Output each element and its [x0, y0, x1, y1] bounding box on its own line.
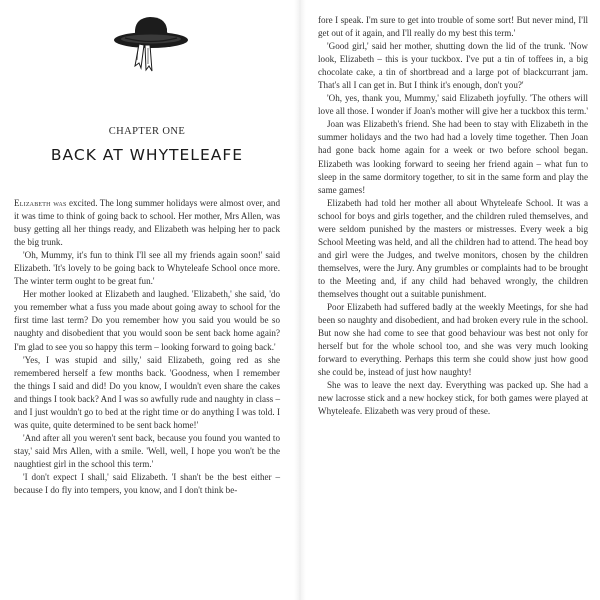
- chapter-title: BACK AT WHYTELEAFE: [50, 146, 244, 164]
- chapter-label: CHAPTER ONE: [108, 126, 186, 137]
- paragraph: She was to leave the next day. Everything was packed up. She had a new lacrosse stick and a new hockey stick, for both games were played at Whyteleafe. Elizabeth was very proud of these.: [318, 380, 588, 417]
- right-page: [306, 0, 600, 600]
- paragraph: Her mother looked at Elizabeth and laughed. 'Elizabeth,' she said, 'do you remember what a fuss you made about going away to school for the first time last term? Do you remember how you said you would be so naughty and disobedient that you would soon be sent back home again? I'm glad to see you so happy this term – looking forward to going back.': [14, 289, 280, 352]
- paragraph: 'And after all you weren't sent back, because you found you wanted to stay,' said Mrs Allen, with a smile. 'Well, well, I hope you won't be the naughtiest girl in the school this term.': [14, 432, 280, 469]
- continued-paragraph: fore I speak. I'm sure to get into trouble of some sort! But never mind, I'll get out of it again, and I'll really do my best this term.': [318, 15, 588, 39]
- paragraph: 'Good girl,' said her mother, shutting down the lid of the trunk. 'Now look, Elizabeth – this is your tuckbox. I've put a tin of toffees in, a big chocolate cake, a tin of shortbread and a large pot of blackcurrant jam. That's all I can get in. But I think it's enough, don't you?': [318, 41, 588, 91]
- paragraph: 'Oh, Mummy, it's fun to think I'll see all my friends again soon!' said Elizabeth. 'It's lovely to be going back to Whyteleafe School once more. The winter term ought to be great fun.': [14, 250, 280, 287]
- book-gutter: [294, 0, 306, 600]
- opening-rest: excited. The long summer holidays were almost over, and it was time to think of going back to school. Her mother, Mrs Allen, was busy getting all her things ready, and Elizabeth was helping her to pack the big trunk.: [14, 198, 280, 248]
- school-hat-illustration: [105, 8, 195, 88]
- opening-lead: Elizabeth was: [14, 198, 67, 208]
- left-page-body: [14, 197, 280, 497]
- left-page: [0, 0, 294, 600]
- paragraph: Elizabeth had told her mother all about Whyteleafe School. It was a school for boys and girls together, and the children ruled themselves, and were seldom punished by the masters or mistresses. Every week a big School Meeting was held, and all the children had to attend. The head boy and girl were the Judges, and twelve monitors, chosen by the children themselves, were the Jury. Any grumbles or complaints had to be brought to the Meeting and, if any child had behaved wrongly, the children themselves thought out a suitable punishment.: [318, 197, 588, 299]
- paragraph: 'Oh, yes, thank you, Mummy,' said Elizabeth joyfully. 'The others will love all those. I wonder if Joan's mother will give her a tuckbox this term.': [318, 93, 588, 117]
- hat-icon: [105, 8, 195, 88]
- paragraph: Poor Elizabeth had suffered badly at the weekly Meetings, for she had been so naughty and disobedient, and had broken every rule in the school. But now she had come to see that good behaviour was best not only for herself but for the whole school too, and she was very much looking forward to everything. Perhaps this term she could show just how good she could be, instead of just how naughty!: [318, 302, 588, 378]
- right-page-body: [318, 14, 588, 418]
- paragraph: Joan was Elizabeth's friend. She had been to stay with Elizabeth in the summer holidays and the two had had a lovely time together. Then Joan had gone back home again for a week or two before school began. Elizabeth was looking forward to seeing her friend again – what fun to sleep in the same dormitory together, to sit in the same form and play the same games!: [318, 119, 588, 195]
- paragraph: 'Yes, I was stupid and silly,' said Elizabeth, going red as she remembered herself a few months back. 'Goodness, when I remember the things I said and did! Do you know, I wouldn't even share the cakes and things I took back? And I was so awfully rude and naughty in class – and I just wouldn't go to bed at the right time or do anything I was told. I was quite, quite determined to be sent back home!': [14, 354, 280, 430]
- paragraph: 'I don't expect I shall,' said Elizabeth. 'I shan't be the best either – because I do fly into tempers, you know, and I don't think be-: [14, 471, 280, 496]
- opening-paragraph: [14, 197, 280, 249]
